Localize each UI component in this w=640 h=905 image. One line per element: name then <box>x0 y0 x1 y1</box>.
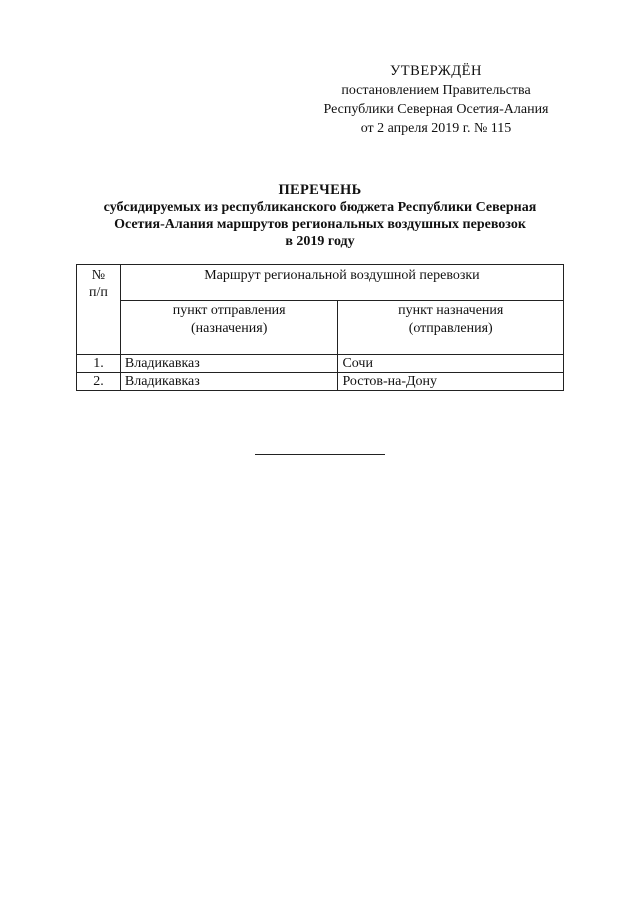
end-of-document-rule <box>255 454 385 455</box>
heading-line-1: субсидируемых из республиканского бюджета Республики Северная <box>103 200 537 215</box>
table-subheader-row <box>77 301 564 355</box>
destination-column-header <box>338 301 564 355</box>
departure-city: Владикавказ <box>120 373 338 391</box>
destination-city: Сочи <box>338 355 564 373</box>
approval-title: УТВЕРЖДЁН <box>390 63 482 79</box>
table-row <box>77 355 564 373</box>
number-column-header <box>77 265 121 355</box>
number-header-abbrev: п/п <box>89 285 108 300</box>
heading-line-3: в 2019 году <box>285 234 355 249</box>
route-column-header: Маршрут региональной воздушной перевозки <box>120 265 563 301</box>
row-number: 2. <box>77 373 121 391</box>
number-header-symbol: № <box>91 268 106 283</box>
document-heading <box>60 182 580 250</box>
approval-line-3: от 2 апреля 2019 г. № 115 <box>360 121 512 136</box>
destination-header-line-2: (отправления) <box>408 321 493 336</box>
approval-line-1: постановлением Правительства <box>341 83 531 98</box>
heading-title: ПЕРЕЧЕНЬ <box>278 182 362 198</box>
destination-city: Ростов-на-Дону <box>338 373 564 391</box>
destination-header-line-1: пункт назначения <box>398 303 504 318</box>
row-number: 1. <box>77 355 121 373</box>
routes-table <box>76 264 564 391</box>
approval-block <box>296 62 576 138</box>
departure-city: Владикавказ <box>120 355 338 373</box>
heading-line-2: Осетия-Алания маршрутов региональных воздушных перевозок <box>114 217 526 232</box>
departure-column-header <box>120 301 338 355</box>
table-header-row <box>77 265 564 301</box>
departure-header-line-2: (назначения) <box>190 321 268 336</box>
table-row <box>77 373 564 391</box>
departure-header-line-1: пункт отправления <box>172 303 286 318</box>
approval-line-2: Республики Северная Осетия-Алания <box>323 102 549 117</box>
